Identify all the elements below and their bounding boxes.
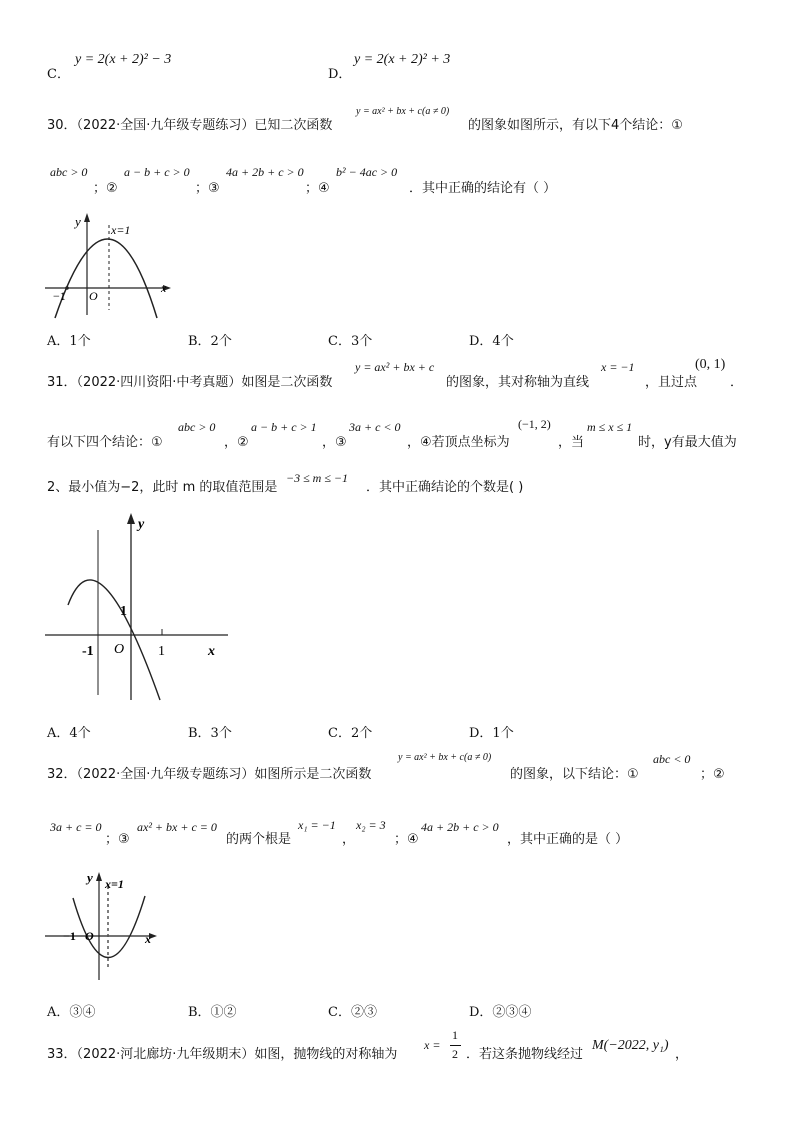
q33-fraction-numerator: 1 <box>452 1028 458 1042</box>
q30-option-a: A．1个 <box>47 334 91 349</box>
option-d-expression: y = 2(x + 2)² + 3 <box>354 52 451 67</box>
q31-y-intercept-label: 1 <box>120 604 127 619</box>
q30-sep-3: ；④ <box>305 181 330 196</box>
q30-sep-1: ；② <box>93 181 118 196</box>
q31-one-label: 1 <box>158 644 165 659</box>
q31-option-b: B．3个 <box>188 726 232 741</box>
q30-curve <box>55 239 157 318</box>
q31-parabola-graph <box>40 510 240 710</box>
q32-comma: ， <box>342 832 356 847</box>
option-c-expression: y = 2(x + 2)² − 3 <box>75 52 172 67</box>
q31-y-arrow <box>127 513 135 524</box>
q31-mid2: ，且过点 <box>645 375 698 390</box>
q31-function: y = ax² + bx + c <box>355 360 435 374</box>
q33-end: ， <box>675 1047 689 1062</box>
q32-parabola-graph <box>45 868 170 983</box>
q32-equation: ax² + bx + c = 0 <box>137 820 217 834</box>
q31-sep-2: ，③ <box>322 435 347 450</box>
q31-sep-1: ，② <box>224 435 249 450</box>
q32-y-label: y <box>87 870 93 885</box>
q32-x-label: x <box>145 932 151 946</box>
q31-period: ． <box>730 375 744 390</box>
q31-axis: x = −1 <box>601 360 635 374</box>
q32-ending: ，其中正确的是（ ） <box>507 832 629 847</box>
q30-y-label: y <box>75 214 81 229</box>
q30-neg-one-label: −1 <box>53 289 66 303</box>
q32-conclusion-2: 3a + c = 0 <box>50 820 102 834</box>
q31-option-c: C．2个 <box>328 726 373 741</box>
q32-y-arrow <box>96 872 102 881</box>
q31-x-label: x <box>208 644 215 659</box>
q31-conclusion-1: abc > 0 <box>178 420 216 434</box>
q31-sep-3: ，④若顶点坐标为 <box>407 435 510 450</box>
q33-prefix: 33．（2022·河北廊坊·九年级期末）如图，抛物线的对称轴为 <box>47 1047 398 1062</box>
q32-option-c: C．②③ <box>328 1005 377 1020</box>
q31-y-label: y <box>138 517 145 532</box>
option-c-label: C． <box>47 67 70 82</box>
q32-conclusion-1: abc < 0 <box>653 752 691 766</box>
q30-conclusion-2: a − b + c > 0 <box>124 165 190 179</box>
q30-origin-label: O <box>89 289 98 303</box>
q30-parabola-graph <box>45 210 175 320</box>
q31-line2-end: 时，y有最大值为 <box>638 435 737 450</box>
q30-x-label: x <box>161 281 167 295</box>
q30-y-arrow <box>84 213 90 222</box>
q31-origin-label: O <box>114 642 125 657</box>
q32-sep-1: ；② <box>700 767 725 782</box>
q30-function: y = ax² + bx + c(a ≠ 0) <box>356 106 450 117</box>
q33-fraction-denominator: 2 <box>452 1047 458 1061</box>
q32-neg-one-label: −1 <box>63 929 76 943</box>
q30-sep-2: ；③ <box>195 181 220 196</box>
q31-prefix: 31．（2022·四川资阳·中考真题）如图是二次函数 <box>47 375 333 390</box>
q33-point: M(−2022, y₁) <box>592 1038 669 1053</box>
q32-option-b: B．①② <box>188 1005 237 1020</box>
q31-conclusion-3: 3a + c < 0 <box>349 420 401 434</box>
q32-roots-text: 的两个根是 <box>226 832 292 847</box>
q32-axis-label: x=1 <box>105 877 124 891</box>
q30-ending: ．其中正确的结论有（ ） <box>409 181 557 196</box>
q32-sep-3: ；④ <box>394 832 419 847</box>
q31-m-range: −3 ≤ m ≤ −1 <box>286 471 349 485</box>
q30-option-c: C．3个 <box>328 334 373 349</box>
q31-when: ，当 <box>558 435 585 450</box>
q33-fraction-bar <box>450 1045 461 1046</box>
q31-conclusion-2: a − b + c > 1 <box>251 420 317 434</box>
q30-conclusion-1: abc > 0 <box>50 165 88 179</box>
q32-sep-2: ；③ <box>105 832 130 847</box>
q32-root-1: x₁ = −1 <box>298 818 336 832</box>
q31-option-d: D．1个 <box>469 726 514 741</box>
q32-root-2: x₂ = 3 <box>356 818 386 832</box>
q31-line3: 2、最小值为−2，此时 m 的取值范围是 <box>47 480 278 495</box>
q32-curve <box>73 896 145 958</box>
q31-curve <box>68 580 160 700</box>
q32-option-d: D．②③④ <box>469 1005 532 1020</box>
q30-conclusion-3: 4a + 2b + c > 0 <box>226 165 304 179</box>
q32-prefix: 32．（2022·全国·九年级专题练习）如图所示是二次函数 <box>47 767 372 782</box>
q30-option-d: D．4个 <box>469 334 514 349</box>
q30-suffix: 的图象如图所示，有以下4个结论：① <box>468 118 683 133</box>
q31-vertex: (−1, 2) <box>518 417 551 431</box>
q31-line2-prefix: 有以下四个结论：① <box>47 435 163 450</box>
q33-mid: ．若这条抛物线经过 <box>466 1047 584 1062</box>
q31-point: (0, 1) <box>695 357 726 372</box>
q31-neg-one-label: -1 <box>82 644 94 659</box>
option-d-label: D． <box>328 67 352 82</box>
q32-mid: 的图象，以下结论：① <box>510 767 639 782</box>
q30-option-b: B．2个 <box>188 334 232 349</box>
q32-option-a: A．③④ <box>47 1005 96 1020</box>
q31-option-a: A．4个 <box>47 726 91 741</box>
q32-function: y = ax² + bx + c(a ≠ 0) <box>398 752 492 763</box>
q32-origin-label: O <box>85 929 94 943</box>
q31-mid: 的图象，其对称轴为直线 <box>446 375 590 390</box>
q31-range: m ≤ x ≤ 1 <box>587 420 633 434</box>
q33-axis-lhs: x = <box>424 1038 441 1052</box>
q30-axis-label: x=1 <box>111 223 131 237</box>
q30-conclusion-4: b² − 4ac > 0 <box>336 165 398 179</box>
q30-prefix: 30．（2022·全国·九年级专题练习）已知二次函数 <box>47 118 333 133</box>
q32-conclusion-4: 4a + 2b + c > 0 <box>421 820 499 834</box>
q31-line3-end: ．其中正确结论的个数是( ) <box>366 480 524 495</box>
